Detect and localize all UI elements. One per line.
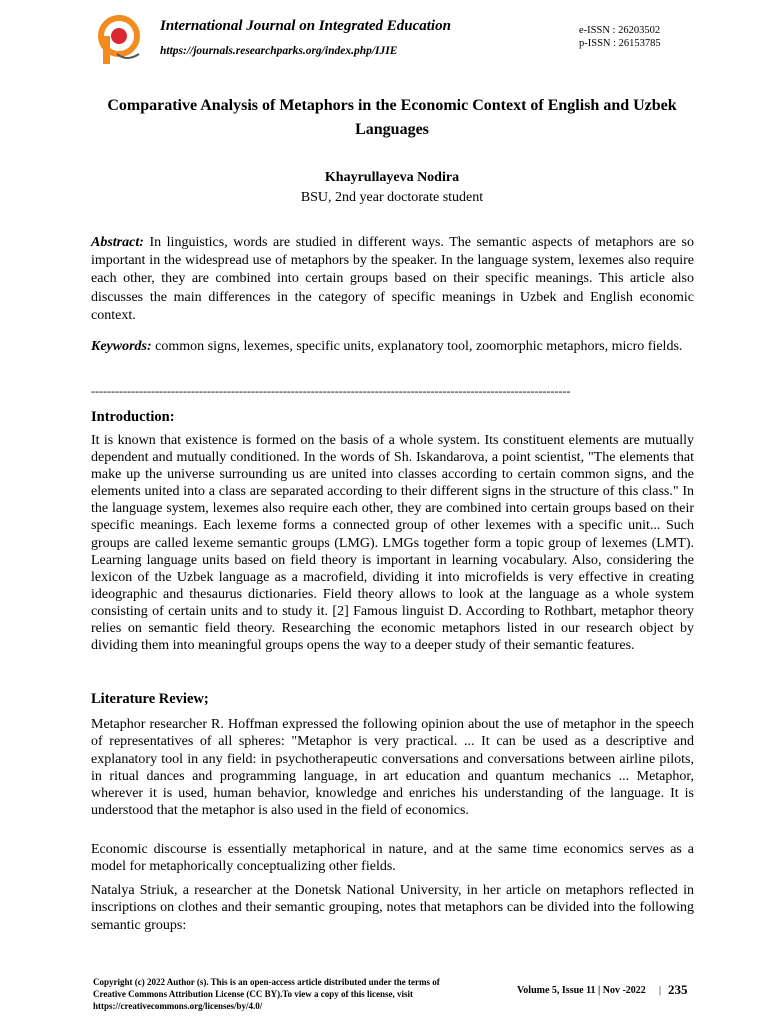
journal-title: International Journal on Integrated Education [160,18,451,34]
literature-review-heading: Literature Review; [91,691,209,707]
literature-paragraph-3: Natalya Striuk, a researcher at the Donetsk National University, in her article on metaphors reflected in inscriptions on clothes and their semantic grouping, notes that metaphors can be divided into the following semantic groups: [91,883,694,933]
introduction-heading: Introduction: [91,409,175,425]
keywords-text: common signs, lexemes, specific units, explanatory tool, zoomorphic metaphors, micro fields. [151,339,683,354]
page-number: 235 [668,982,688,997]
keywords [91,338,694,356]
volume-info: Volume 5, Issue 11 | Nov -2022 [517,985,646,996]
keywords-label: Keywords: [91,339,152,354]
copyright-notice: Copyright (c) 2022 Author (s). This is an open-access article distributed under the terms of Creative Commons Attribution License (CC BY).To view a copy of this license, visit https://creativecommons.org/licenses/by/4.0/ [93,977,440,1011]
literature-paragraph-1: Metaphor researcher R. Hoffman expressed the following opinion about the use of metaphor in the speech of representatives of all spheres: "Metaphor is very practical. ... It can be used as a descriptive and explanatory tool in any field: in psychotherapeutic conversations and conversations between airline pilots, in ritual dances and programming language, in art education and quantum mechanics ... Metaphor, wherever it is used, human behavior, knowledge and enriches his understanding of the language. It is understood that the metaphor is also used in the field of economics. [91,717,694,819]
abstract-text: In linguistics, words are studied in different ways. The semantic aspects of metaphors are so important in the widespread use of metaphors by the speaker. In the language system, lexemes also require each other, they are combined into certain groups based on their specific meanings. This article also discusses the main differences in the category of specific meanings in Uzbek and English economic context. [91,235,694,323]
page-header [0,0,768,70]
abstract-label: Abstract: [91,235,144,250]
abstract [91,234,694,325]
introduction-text: It is known that existence is formed on the basis of a whole system. Its constituent elements are mutually dependent and mutually conditioned. In the words of Sh. Iskandarova, a point scientist, "The elements that make up the universe surrounding us are united into classes according to certain common signs, and the elements united into a class are separated according to their different signs in the structure of this class." In the language system, lexemes also require each other, they are combined into certain groups based on their specific meanings. Each lexeme forms a connected group of other lexemes with a specific unit... Such groups are called lexeme semantic groups (LMG). LMGs together form a topic group of lexemes (LMT). Learning language units based on field theory is important in learning vocabulary. Also, considering the lexicon of the Uzbek language as a macrofield, dividing it into microfields is very effective in creating ideographic and thesaurus dictionaries. Field theory allows to look at the language as a whole system consisting of certain units and to study it. [2] Famous linguist D. According to Rothbart, metaphor theory relies on semantic field theory. Researching the economic metaphors listed in our research object by dividing them into meaningful groups opens the way to a deeper study of their semantic features. [91,433,694,654]
journal-url[interactable]: https://journals.researchparks.org/index.php/IJIE [160,45,398,57]
footer-separator: | [659,985,662,996]
section-divider: ------------------------------------------------------------------------------------------------------------------------ [91,384,571,398]
author-affiliation: BSU, 2nd year doctorate student [300,190,484,205]
author-name: Khayrullayeva Nodira [324,170,460,185]
eissn: e-ISSN : 26203502 [579,25,661,36]
literature-paragraph-2: Economic discourse is essentially metaphorical in nature, and at the same time economics serves as a model for metaphorically conceptualizing other fields. [91,842,694,875]
issn-block [579,24,661,50]
journal-logo [97,14,145,66]
pissn: p-ISSN : 26153785 [579,38,661,49]
article-title: Comparative Analysis of Metaphors in the Economic Context of English and Uzbek Languages [107,97,677,138]
